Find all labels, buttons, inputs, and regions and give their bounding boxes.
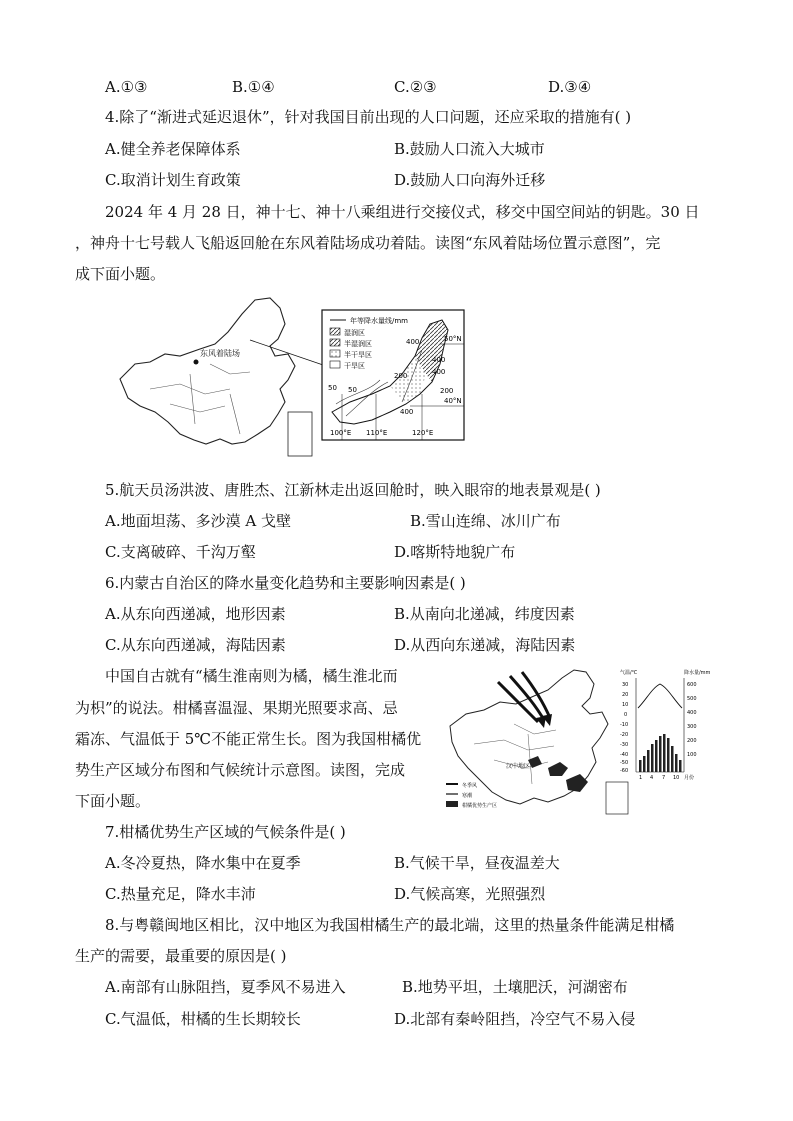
q7-option-b: B.气候干旱，昼夜温差大 — [394, 854, 560, 872]
q6-option-b: B.从南向北递减，纬度因素 — [394, 605, 575, 623]
q4-stem: 4.除了“渐进式延迟退休”，针对我国目前出现的人口问题，还应采取的措施有( ) — [105, 108, 632, 126]
map1-legend-semi-humid: 半湿润区 — [344, 340, 372, 348]
material2-line5: 下面小题。 — [75, 792, 151, 810]
map2-left-axis-title: 气温/℃ — [620, 670, 638, 676]
map1-lon-110: 110°E — [366, 429, 388, 437]
map2-legend-winter-monsoon: 冬季风 — [462, 783, 478, 789]
q4-option-b: B.鼓励人口流入大城市 — [394, 140, 545, 158]
map2-legend-cold-wave: 寒潮 — [462, 793, 473, 799]
map2-left-tick: 20 — [622, 692, 629, 698]
q6-stem: 6.内蒙古自治区的降水量变化趋势和主要影响因素是( ) — [105, 574, 466, 592]
map2-right-axis-title: 降水量/mm — [684, 670, 711, 676]
map2-left-tick: -60 — [620, 768, 629, 774]
map2-right-tick: 600 — [687, 682, 697, 688]
q5-option-b: B.雪山连绵、冰川广布 — [410, 512, 561, 530]
map2-left-tick: -40 — [620, 752, 629, 758]
map2-x-tick: 10 — [673, 775, 680, 781]
map2-left-tick: 0 — [624, 712, 628, 718]
map1-legend-arid: 干旱区 — [344, 362, 365, 370]
map1-legend-semi-arid: 半干旱区 — [344, 351, 372, 359]
map1-legend-title: 年等降水量线/mm — [350, 317, 408, 325]
q3-option-d: D.③④ — [548, 78, 592, 96]
map2-x-tick: 4 — [650, 775, 654, 781]
q8-stem-line1: 8.与粤赣闽地区相比，汉中地区为我国柑橘生产的最北端，这里的热量条件能满足柑橘 — [105, 916, 675, 934]
q5-option-c: C.支离破碎、千沟万壑 — [105, 543, 256, 561]
material2-line3: 霜冻、气温低于 5℃不能正常生长。图为我国柑橘优 — [75, 730, 422, 748]
map1-isohyet-7: 200 — [394, 372, 408, 380]
map1-isohyet-2: 400 — [432, 356, 446, 364]
q8-option-a: A.南部有山脉阻挡，夏季风不易进入 — [105, 978, 346, 996]
q8-stem-line2: 生产的需要，最重要的原因是( ) — [75, 947, 287, 965]
map2-right-tick: 200 — [687, 738, 697, 744]
q8-option-d: D.北部有秦岭阻挡，冷空气不易入侵 — [394, 1010, 636, 1028]
material2-line2: 为枳”的说法。柑橘喜温湿、果期光照要求高、忌 — [75, 699, 398, 717]
q4-option-a: A.健全养老保障体系 — [105, 140, 241, 158]
map1-isohyet-5: 50 — [328, 384, 337, 392]
map2-x-unit: 月份 — [684, 775, 695, 781]
map2-right-tick: 500 — [687, 696, 697, 702]
map1-lat-40: 40°N — [444, 397, 462, 405]
map2-right-tick: 400 — [687, 710, 697, 716]
material1-line1: 2024 年 4 月 28 日，神十七、神十八乘组进行交接仪式，移交中国空间站的钥匙。30 日 — [105, 203, 700, 221]
map1-lon-100: 100°E — [330, 429, 352, 437]
q7-stem: 7.柑橘优势生产区域的气候条件是( ) — [105, 823, 346, 841]
q6-option-d: D.从西向东递减，海陆因素 — [394, 636, 576, 654]
map2-left-tick: -50 — [620, 760, 629, 766]
q3-option-b: B.①④ — [232, 78, 275, 96]
map1-lon-120: 120°E — [412, 429, 434, 437]
map2-left-tick: 10 — [622, 702, 629, 708]
map2-right-tick-labels — [687, 682, 697, 758]
map2-legend-citrus-area: 柑橘优势生产区 — [462, 803, 498, 809]
q3-option-a: A.①③ — [105, 78, 148, 96]
q7-option-a: A.冬冷夏热，降水集中在夏季 — [105, 854, 301, 872]
map1-isohyet-8: 200 — [440, 387, 454, 395]
map1-isohyet-1: 400 — [406, 338, 420, 346]
map2-left-tick: -10 — [620, 722, 629, 728]
map2-left-tick: -20 — [620, 732, 629, 738]
q4-option-d: D.鼓励人口向海外迁移 — [394, 171, 546, 189]
q6-option-c: C.从东向西递减，海陆因素 — [105, 636, 286, 654]
map2-left-tick-labels — [620, 682, 628, 774]
q5-option-d: D.喀斯特地貌广布 — [394, 543, 516, 561]
map2-left-tick: -30 — [620, 742, 629, 748]
material2-line1: 中国自古就有“橘生淮南则为橘，橘生淮北而 — [105, 667, 398, 685]
map1-isohyet-4: 400 — [400, 408, 414, 416]
map2-x-tick: 7 — [662, 775, 666, 781]
material1-line3: 成下面小题。 — [75, 265, 166, 283]
map1-isohyet-6: 50 — [348, 386, 357, 394]
q3-option-c: C.②③ — [394, 78, 437, 96]
q7-option-c: C.热量充足，降水丰沛 — [105, 885, 256, 903]
map2-x-tick: 1 — [639, 775, 643, 781]
material2-line4: 势生产区域分布图和气候统计示意图。读图，完成 — [75, 761, 406, 779]
q8-option-b: B.地势平坦，土壤肥沃，河湖密布 — [402, 978, 628, 996]
map1-site-label: 东风着陆场 — [200, 349, 240, 358]
map1-isohyet-3: 400 — [432, 368, 446, 376]
map2-region-label: 汉中地区 — [506, 763, 531, 770]
map1-legend-humid: 湿润区 — [344, 329, 365, 337]
q8-option-c: C.气温低，柑橘的生长期较长 — [105, 1010, 301, 1028]
material1-line2: ，神舟十七号载人飞船返回舱在东风着陆场成功着陆。读图“东风着陆场位置示意图”，完 — [75, 234, 661, 252]
map1-lat-50: 50°N — [444, 335, 462, 343]
q6-option-a: A.从东向西递减，地形因素 — [105, 605, 286, 623]
q4-option-c: C.取消计划生育政策 — [105, 171, 241, 189]
q5-option-a: A.地面坦荡、多沙漠 A 戈壁 — [105, 512, 291, 530]
citrus-region-map — [444, 664, 720, 816]
q7-option-d: D.气候高寒，光照强烈 — [394, 885, 546, 903]
map2-left-tick: 30 — [622, 682, 629, 688]
dongfeng-landing-site-map — [110, 294, 470, 466]
map2-right-tick: 100 — [687, 752, 697, 758]
map2-right-tick: 300 — [687, 724, 697, 730]
q5-stem: 5.航天员汤洪波、唐胜杰、江新林走出返回舱时，映入眼帘的地表景观是( ) — [105, 481, 601, 499]
